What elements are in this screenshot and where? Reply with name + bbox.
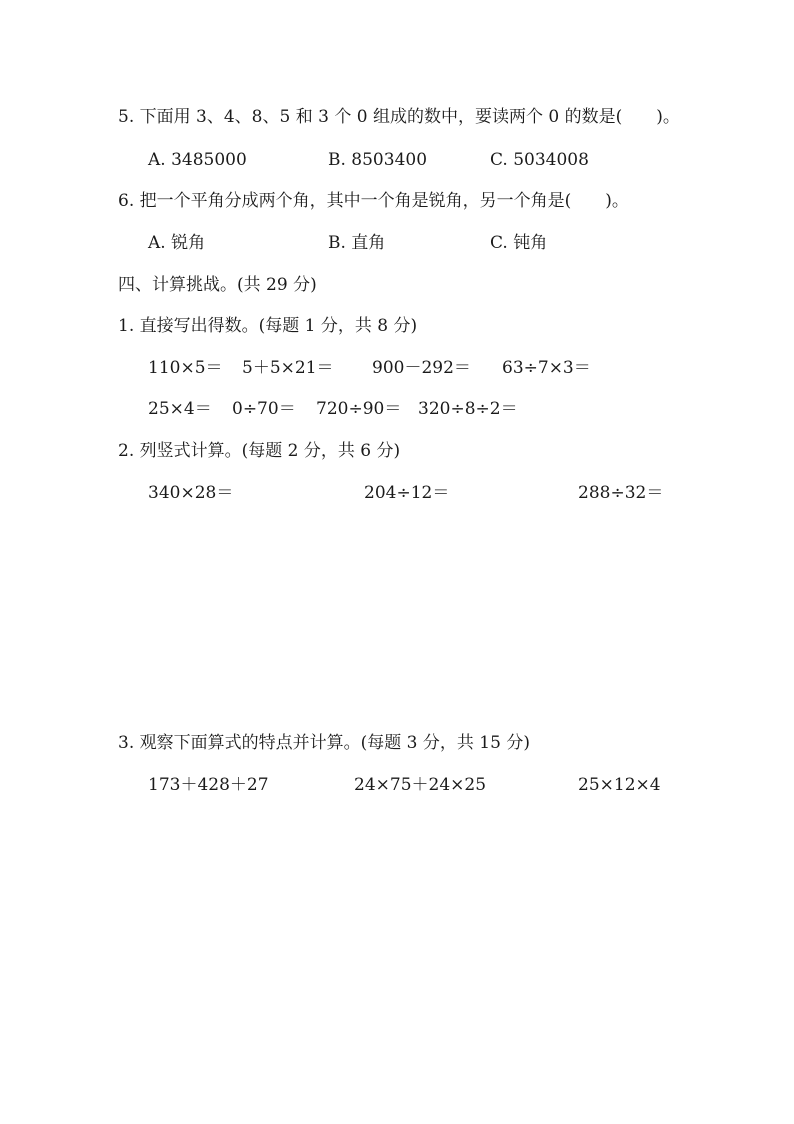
- question-6-text: 6. 把一个平角分成两个角，其中一个角是锐角，另一个角是( )。: [118, 191, 629, 211]
- question-5-option-a: A. 3485000: [148, 150, 247, 170]
- part-2-title: 2. 列竖式计算。(每题 2 分，共 6 分): [118, 441, 401, 461]
- oral-calc-item: 320÷8÷2＝: [418, 399, 518, 419]
- oral-calc-item: 5＋5×21＝: [242, 358, 334, 378]
- part-3-title: 3. 观察下面算式的特点并计算。(每题 3 分，共 15 分): [118, 733, 530, 753]
- part-1-title: 1. 直接写出得数。(每题 1 分，共 8 分): [118, 316, 418, 336]
- oral-calc-item: 900－292＝: [372, 358, 471, 378]
- question-5-text: 5. 下面用 3、4、8、5 和 3 个 0 组成的数中，要读两个 0 的数是( )。: [118, 107, 680, 127]
- oral-calc-item: 63÷7×3＝: [502, 358, 591, 378]
- question-6-option-a: A. 锐角: [148, 233, 206, 253]
- question-5-option-c: C. 5034008: [490, 150, 589, 170]
- observe-calc-item: 25×12×4: [578, 775, 661, 795]
- observe-calc-item: 173＋428＋27: [148, 775, 269, 795]
- question-6-option-c: C. 钝角: [490, 233, 548, 253]
- oral-calc-item: 25×4＝: [148, 399, 212, 419]
- vertical-calc-item: 288÷32＝: [578, 483, 664, 503]
- observe-calc-item: 24×75＋24×25: [354, 775, 487, 795]
- vertical-calc-item: 204÷12＝: [364, 483, 450, 503]
- oral-calc-item: 720÷90＝: [316, 399, 402, 419]
- section-4-title: 四、计算挑战。(共 29 分): [118, 275, 317, 295]
- question-6-option-b: B. 直角: [328, 233, 386, 253]
- oral-calc-item: 110×5＝: [148, 358, 223, 378]
- vertical-calc-item: 340×28＝: [148, 483, 234, 503]
- question-5-option-b: B. 8503400: [328, 150, 428, 170]
- oral-calc-item: 0÷70＝: [232, 399, 296, 419]
